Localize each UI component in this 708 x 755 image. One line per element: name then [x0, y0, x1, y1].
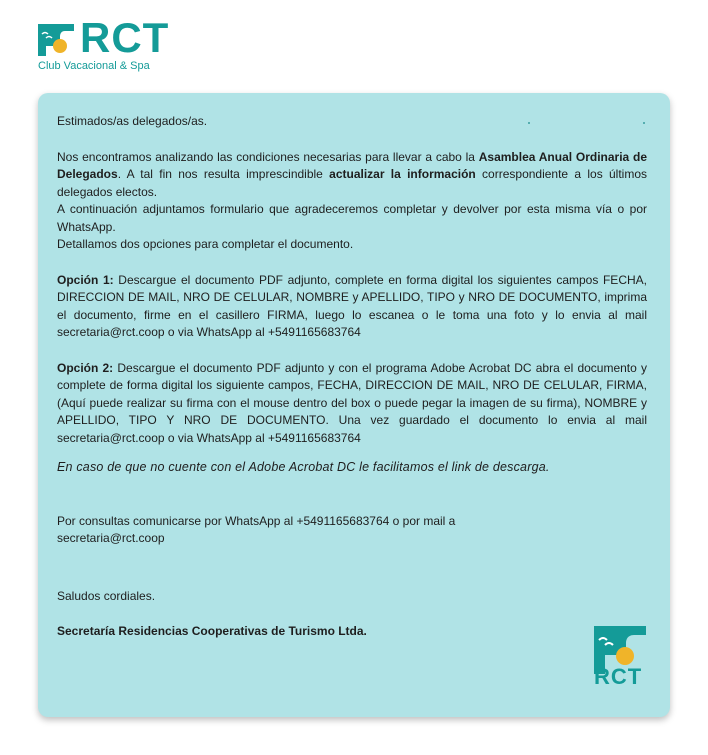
closing: Saludos cordiales. — [57, 588, 156, 603]
logo-text: RCT — [80, 14, 170, 61]
option-1-label: Opción 1: — [57, 272, 114, 287]
contact-info: Por consultas comunicarse por WhatsApp al +5491165683764 o por mail a secretaria@rct.coop — [57, 513, 456, 545]
form-instruction: A continuación adjuntamos formulario que agradeceremos completar y devolver por esta misma vía o por WhatsApp. — [57, 202, 647, 234]
message-body — [57, 113, 647, 641]
rct-logo-mark-icon — [38, 24, 74, 56]
greeting: Estimados/as delegados/as. — [57, 114, 208, 128]
acrobat-download-note[interactable]: En caso de que no cuente con el Adobe Acrobat DC le facilitamos el link de descarga. — [57, 460, 550, 474]
assembly-name: Asamblea Anual Ordinaria de Delegados — [57, 149, 647, 181]
options-intro: Detallamos dos opciones para completar el documento. — [57, 237, 354, 251]
rct-logo — [38, 14, 178, 74]
card-logo-text: RCT — [594, 664, 643, 689]
intro-paragraph: Nos encontramos analizando las condiciones necesarias para llevar a cabo la Asamblea Anual Ordinaria de Delegados. A tal fin nos resulta imprescindible actualizar la información correspondiente a los últimos delegados electos. — [57, 149, 647, 199]
signature: Secretaría Residencias Cooperativas de Turismo Ltda. — [57, 624, 367, 638]
logo-subtitle: Club Vacacional & Spa — [38, 60, 150, 72]
option-1: Opción 1: Descargue el documento PDF adjunto, complete en forma digital los siguientes campos FECHA, DIRECCION DE MAIL, NRO DE CELULAR, NOMBRE y APELLIDO, TIPO y NRO DE DOCUMENTO, imprima el documento, firme en el casillero FIRMA, luego lo escanea o le toma una foto y lo envia al mail secretaria@rct.coop o via WhatsApp al +5491165683764 — [57, 272, 647, 339]
message-card — [38, 93, 670, 717]
option-2-label: Opción 2: — [57, 360, 114, 375]
update-info-emphasis: actualizar la información — [329, 167, 476, 181]
option-2: Opción 2: Descargue el documento PDF adjunto y con el programa Adobe Acrobat DC abra el documento y complete de forma digital los siguiente campos, FECHA, DIRECCION DE MAIL, NRO DE CELULAR, FIRMA,(Aquí puede realizar su firma con el mouse dentro del box o puede pegar la imagen de su firma), NOMBRE y APELLIDO, TIPO Y NRO DE DOCUMENTO. Una vez guardado el documento lo envia al mail secretaria@rct.coop o via WhatsApp al +5491165683764 — [57, 360, 647, 445]
